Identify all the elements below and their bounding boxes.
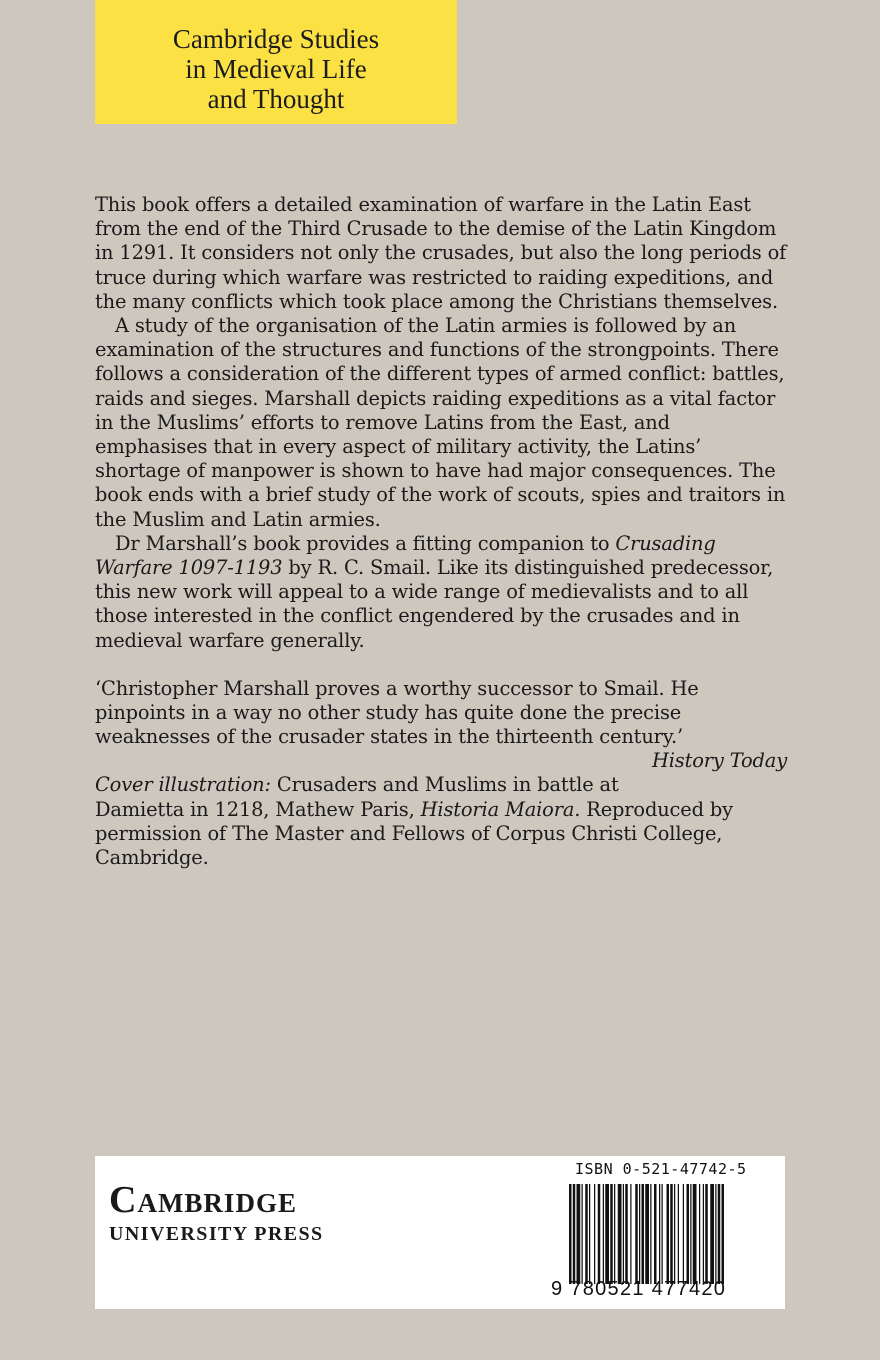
cover-credit-label: Cover illustration: xyxy=(95,773,271,797)
publisher-barcode-panel xyxy=(95,1156,785,1309)
blurb-p3-end: by R. C. Smail. Like its distinguished predecessor, this new work will appeal to a wide range of medievalists and to all those interested in the conflict engendered by the crusades and in medieval warfare generally. xyxy=(95,556,774,652)
blurb xyxy=(95,193,787,870)
blurb-paragraph-3 xyxy=(95,532,787,653)
review-source: History Today xyxy=(652,749,787,773)
book-title-crusading-warfare: Crusading Warfare 1097-1193 xyxy=(95,531,716,580)
cover-credit-text-1: Crusaders and Muslims in battle at Damietta in 1218, Mathew Paris, xyxy=(95,773,619,821)
publisher-logo xyxy=(109,1180,324,1246)
barcode-digits: 9 780521 477420 xyxy=(551,1278,727,1300)
isbn-label: ISBN 0-521-47742-5 xyxy=(575,1160,747,1178)
blurb-p3-start: Dr Marshall’s book provides a fitting companion to xyxy=(115,531,616,555)
series-title-line-2: in Medieval Life xyxy=(185,54,367,84)
series-title-line-1: Cambridge Studies xyxy=(172,24,380,54)
blurb-paragraph-2: A study of the organisation of the Latin armies is followed by an examination of the structures and functions of the strongpoints. There follows a consideration of the different types of armed conflict: battles, raids and sieges. Marshall depicts raiding expeditions as a vital factor in the Muslims’ efforts to remove Latins from the East, and emphasises that in every aspect of military activity, the Latins’ shortage of manpower is shown to have had major consequences. The book ends with a brief study of the work of scouts, spies and traitors in the Muslim and Latin armies. xyxy=(95,314,786,531)
publisher-subtitle: UNIVERSITY PRESS xyxy=(109,1223,324,1245)
series-title-line-3: and Thought xyxy=(207,84,345,114)
publisher-name: Cambridge xyxy=(109,1179,297,1221)
barcode xyxy=(567,1184,779,1284)
cover-credit xyxy=(95,773,787,870)
blurb-paragraph-1: This book offers a detailed examination of warfare in the Latin East from the end of the Third Crusade to the demise of the Latin Kingdom in 1291. It considers not only the crusades, but also the long periods of truce during which warfare was restricted to raiding expeditions, and the many conflicts which took place among the Christians themselves. xyxy=(95,193,787,313)
review-quote-text: ‘Christopher Marshall proves a worthy successor to Smail. He pinpoints in a way no other study has quite done the precise weaknesses of the crusader states in the thirteenth century.’ xyxy=(95,676,699,749)
series-box xyxy=(95,0,457,124)
review-quote xyxy=(95,676,787,773)
cover-credit-work: Historia Maiora. xyxy=(420,797,581,821)
cover-credit-text-2: Reproduced by permission of The Master and Fellows of Corpus Christi College, Cambridge. xyxy=(95,797,733,870)
